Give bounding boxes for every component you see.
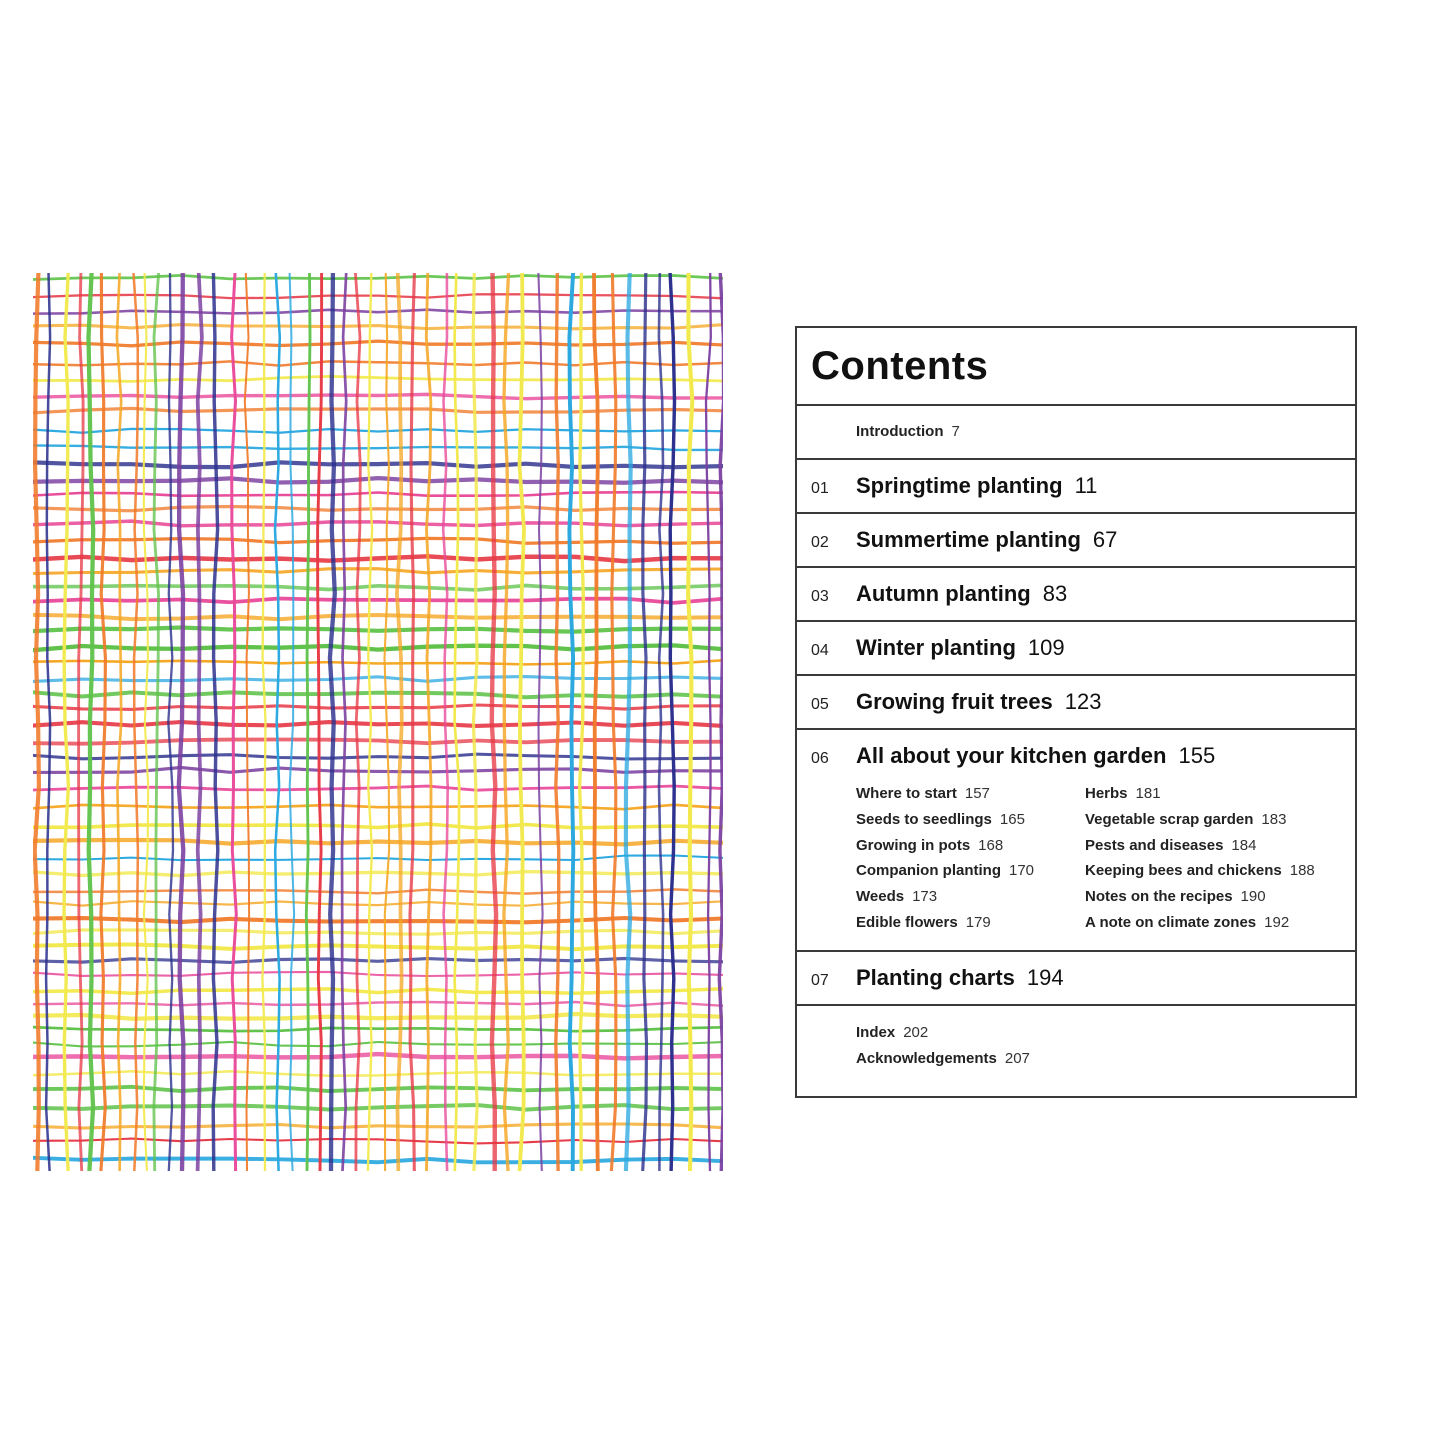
subsection-label: Keeping bees and chickens xyxy=(1085,862,1282,880)
plaid-horizontal-stroke xyxy=(33,660,723,664)
plaid-vertical-stroke xyxy=(492,273,496,1171)
subsection-page: 157 xyxy=(964,785,990,802)
plaid-vertical-stroke xyxy=(520,273,525,1171)
subsection-item[interactable] xyxy=(856,811,1034,837)
subsection-item[interactable] xyxy=(1085,785,1315,811)
entry-label: Index xyxy=(856,1024,896,1041)
plaid-horizontal-stroke xyxy=(33,538,723,543)
chapter-page: 109 xyxy=(1027,635,1065,660)
chapter-page: 194 xyxy=(1026,965,1064,990)
chapter-title: Summertime planting xyxy=(856,527,1081,552)
chapter-page: 83 xyxy=(1042,581,1068,606)
plaid-horizontal-stroke xyxy=(33,1158,723,1163)
plaid-grid-illustration xyxy=(33,273,723,1171)
chapter-row-04[interactable] xyxy=(797,622,1355,676)
plaid-horizontal-stroke xyxy=(33,394,723,398)
subsection-label: Edible flowers xyxy=(856,913,958,931)
plaid-vertical-stroke xyxy=(670,273,674,1171)
subsection-item[interactable] xyxy=(1085,837,1315,863)
subsection-page: 184 xyxy=(1231,836,1257,854)
subsection-item[interactable] xyxy=(856,862,1034,888)
plaid-vertical-stroke xyxy=(569,273,573,1171)
intro-row xyxy=(797,406,1355,460)
plaid-horizontal-stroke xyxy=(33,722,723,726)
chapter-row-03[interactable] xyxy=(797,568,1355,622)
plaid-horizontal-stroke xyxy=(33,275,723,279)
plaid-horizontal-stroke xyxy=(33,376,723,381)
subsection-page: 192 xyxy=(1264,913,1290,931)
chapter-number: 03 xyxy=(811,588,829,605)
chapter-page: 67 xyxy=(1092,527,1118,552)
chapter-number: 05 xyxy=(811,696,829,713)
subsection-label: Weeds xyxy=(856,888,905,906)
plaid-vertical-stroke xyxy=(626,273,631,1171)
subsection-page: 179 xyxy=(965,913,991,931)
chapter-title: Springtime planting xyxy=(856,473,1063,498)
subsection-item[interactable] xyxy=(856,785,1034,811)
chapter-page: 155 xyxy=(1178,743,1216,768)
subsection-page: 170 xyxy=(1008,862,1035,880)
chapter-title: Winter planting xyxy=(856,635,1016,660)
plaid-vertical-stroke xyxy=(455,273,460,1171)
chapter-page: 11 xyxy=(1074,473,1098,498)
entry-page: 202 xyxy=(903,1024,929,1041)
entry-label: Introduction xyxy=(856,423,944,440)
subsection-item[interactable] xyxy=(856,888,1034,914)
plaid-horizontal-stroke xyxy=(33,740,723,744)
toc-entry-acknowledgements[interactable] xyxy=(856,1050,1030,1067)
subsection-list-right xyxy=(1085,785,1315,940)
plaid-horizontal-stroke xyxy=(33,856,723,861)
page-title: Contents xyxy=(811,344,989,388)
plaid-horizontal-stroke xyxy=(33,294,723,298)
plaid-vertical-stroke xyxy=(262,273,265,1171)
plaid-horizontal-stroke xyxy=(33,521,723,526)
plaid-horizontal-stroke xyxy=(33,677,723,682)
entry-page: 207 xyxy=(1004,1050,1030,1067)
plaid-vertical-stroke xyxy=(46,273,50,1171)
contents-title-row xyxy=(797,328,1355,406)
chapter-number: 06 xyxy=(811,750,829,767)
chapter-title: Growing fruit trees xyxy=(856,689,1053,714)
subsection-page: 190 xyxy=(1240,888,1266,906)
plaid-vertical-stroke xyxy=(719,273,723,1171)
subsection-label: Growing in pots xyxy=(856,836,971,854)
plaid-vertical-stroke xyxy=(611,273,616,1171)
chapter-number: 04 xyxy=(811,642,829,659)
plaid-vertical-stroke xyxy=(443,273,448,1171)
subsection-label: Pests and diseases xyxy=(1085,836,1224,854)
subsection-list-left xyxy=(856,785,1034,940)
chapter-row-02[interactable] xyxy=(797,514,1355,568)
chapter-title: All about your kitchen garden xyxy=(856,743,1167,768)
chapter-row-05[interactable] xyxy=(797,676,1355,730)
subsection-item[interactable] xyxy=(1085,862,1315,888)
subsection-page: 188 xyxy=(1289,862,1315,880)
contents-table xyxy=(795,326,1357,1098)
subsection-item[interactable] xyxy=(1085,888,1315,914)
plaid-vertical-stroke xyxy=(35,273,39,1171)
plaid-vertical-stroke xyxy=(232,273,237,1171)
chapter-number: 07 xyxy=(811,972,829,989)
plaid-vertical-stroke xyxy=(144,273,148,1171)
chapter-number: 02 xyxy=(811,534,829,551)
subsection-label: Herbs xyxy=(1085,785,1128,802)
plaid-horizontal-stroke xyxy=(33,645,723,650)
chapter-row-06[interactable] xyxy=(797,730,1355,952)
plaid-vertical-stroke xyxy=(706,273,711,1171)
subsection-page: 165 xyxy=(999,810,1025,828)
toc-entry-introduction[interactable] xyxy=(856,423,960,440)
subsection-label: Notes on the recipes xyxy=(1085,888,1233,906)
plaid-vertical-stroke xyxy=(504,273,509,1171)
plaid-vertical-stroke xyxy=(245,273,249,1171)
subsection-label: A note on climate zones xyxy=(1085,913,1257,931)
subsection-label: Vegetable scrap garden xyxy=(1085,810,1254,828)
plaid-horizontal-stroke xyxy=(33,361,723,365)
plaid-vertical-stroke xyxy=(643,273,647,1171)
plaid-vertical-stroke xyxy=(473,273,477,1171)
subsection-item[interactable] xyxy=(856,837,1034,863)
entry-page: 7 xyxy=(951,423,960,440)
subsection-page: 183 xyxy=(1261,810,1287,828)
subsection-label: Companion planting xyxy=(856,862,1001,880)
subsection-item[interactable] xyxy=(1085,914,1315,940)
subsection-page: 168 xyxy=(978,836,1004,854)
chapter-page: 123 xyxy=(1064,689,1102,714)
plaid-horizontal-stroke xyxy=(33,705,723,709)
chapter-row-01[interactable] xyxy=(797,460,1355,514)
plaid-pattern-svg xyxy=(33,273,723,1171)
subsection-label: Seeds to seedlings xyxy=(856,810,992,828)
entry-label: Acknowledgements xyxy=(856,1050,997,1067)
chapter-title: Autumn planting xyxy=(856,581,1031,606)
end-matter-row xyxy=(797,1006,1355,1096)
plaid-horizontal-stroke xyxy=(33,692,723,697)
chapter-row-07[interactable] xyxy=(797,952,1355,1006)
chapter-number: 01 xyxy=(811,480,829,497)
subsection-item[interactable] xyxy=(856,914,1034,940)
subsection-page: 181 xyxy=(1135,785,1161,802)
chapter-title: Planting charts xyxy=(856,965,1015,990)
subsection-item[interactable] xyxy=(1085,811,1315,837)
subsection-page: 173 xyxy=(912,888,938,906)
subsection-label: Where to start xyxy=(856,785,957,802)
toc-entry-index[interactable] xyxy=(856,1024,928,1041)
